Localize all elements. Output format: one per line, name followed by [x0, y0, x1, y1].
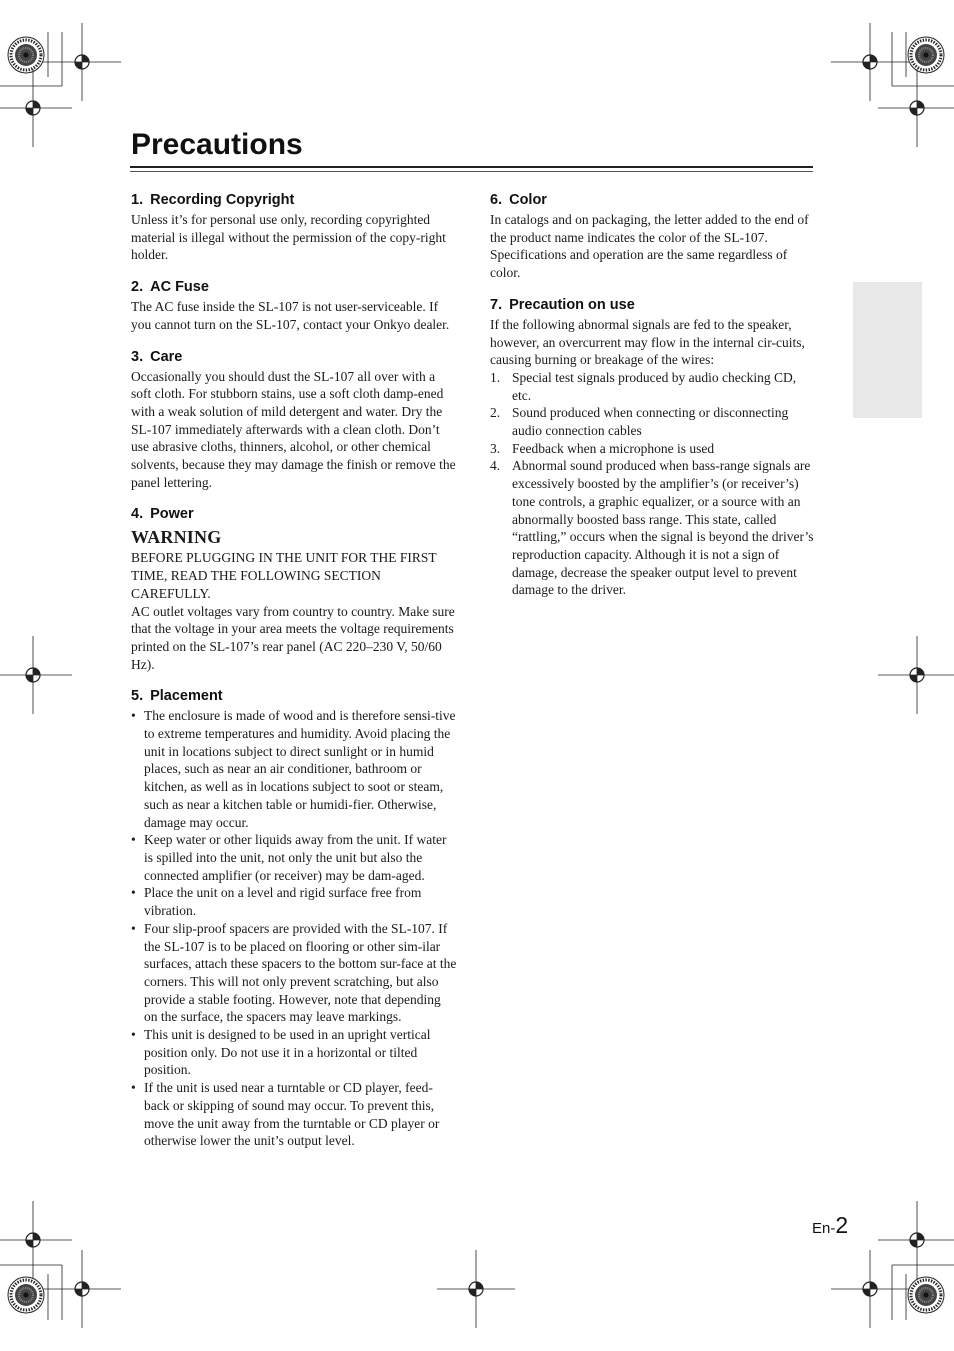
- section-recording-copyright: [131, 190, 457, 264]
- bullet-glyph: •: [131, 1080, 136, 1096]
- section-number: 7.: [490, 296, 503, 313]
- section-text: AC outlet voltages vary from country to country. Make sure that the voltage in your area meets the voltage requirements printed on the SL-107’s rear panel (AC 220–230 V, 50/60 Hz).: [131, 603, 455, 672]
- page-title: Precautions: [131, 128, 303, 161]
- page-number-prefix: En-: [812, 1220, 836, 1237]
- list-item: [490, 369, 815, 404]
- section-title: Recording Copyright: [150, 192, 295, 208]
- section-text: In catalogs and on packaging, the letter added to the end of the product name indicates the color of the SL-107. Specifications and operation are the same regardless of color.: [490, 212, 809, 281]
- list-item-number: 2.: [490, 405, 501, 421]
- section-heading: [490, 190, 815, 210]
- section-care: [131, 347, 457, 492]
- section-heading: [131, 347, 457, 367]
- section-heading: [131, 277, 457, 297]
- list-item-text: Special test signals produced by audio checking CD, etc.: [512, 369, 797, 403]
- list-item-text: Four slip-proof spacers are provided with the SL-107. If the SL-107 is to be placed on flooring or other sim-ilar surfaces, attach these spacers to the bottom sur-face at the corners. This will not only prevent scratching, but also provide a stable footing. However, note that depending on the surface, the spacers may leave markings.: [144, 920, 457, 1025]
- section-text: Occasionally you should dust the SL-107 all over with a soft cloth. For stubborn stains, use a soft cloth damp-ened with a weak solution of mild detergent and water. Dry the SL-107 immediately afterwards with a clean cloth. Don’t use abrasive cloths, thinners, alcohol, or other chemical solvents, because they may damage the finish or remove the panel lettering.: [131, 368, 456, 490]
- list-item: [131, 707, 457, 831]
- left-column: [131, 190, 457, 1163]
- title-rule: [130, 166, 813, 168]
- section-heading: [131, 190, 457, 210]
- list-item-text: If the unit is used near a turntable or CD player, feed-back or skipping of sound may occur. To prevent this, move the unit away from the turntable or CD player or otherwise lower the unit’s output level.: [144, 1080, 440, 1149]
- list-item: [131, 884, 457, 919]
- list-item-text: Abnormal sound produced when bass-range signals are excessively boosted by the amplifier’s (or receiver’s) tone controls, a graphic equalizer, or a source with an abnormally boosted bass range. This state, called “rattling,” occurs when the signal is beyond the driver’s reproduction capacity. Although it is not a sign of damage, decrease the speaker output level to prevent damage to the driver.: [512, 458, 814, 598]
- right-column: [490, 190, 815, 612]
- section-color: [490, 190, 815, 282]
- section-title: Precaution on use: [509, 296, 635, 313]
- bullet-glyph: •: [131, 708, 136, 724]
- list-item: [490, 440, 815, 458]
- bullet-glyph: •: [131, 885, 136, 901]
- section-power: [131, 504, 457, 673]
- section-title: AC Fuse: [150, 279, 209, 296]
- list-item-text: This unit is designed to be used in an upright vertical position only. Do not use it in a horizontal or tilted position.: [144, 1027, 431, 1078]
- section-title: Color: [509, 192, 547, 208]
- section-title: Care: [150, 348, 183, 365]
- page-number-value: 2: [835, 1212, 849, 1238]
- section-tab-marker: [853, 282, 922, 418]
- section-ac-fuse: [131, 277, 457, 333]
- section-title: Placement: [150, 688, 223, 705]
- list-item: [490, 457, 815, 599]
- placement-list: [131, 707, 457, 1150]
- section-heading: [131, 686, 457, 706]
- section-heading: [490, 295, 815, 315]
- section-precaution-on-use: [490, 295, 815, 599]
- bullet-glyph: •: [131, 920, 136, 936]
- section-heading: [131, 504, 457, 524]
- list-item-text: Sound produced when connecting or disconnecting audio connection cables: [512, 405, 789, 439]
- bullet-glyph: •: [131, 832, 136, 848]
- section-number: 2.: [131, 279, 144, 296]
- section-number: 6.: [490, 192, 503, 208]
- list-item: [131, 1026, 457, 1079]
- warning-label: WARNING: [131, 527, 222, 548]
- list-item-text: Keep water or other liquids away from the unit. If water is spilled into the unit, not only the unit but also the connected amplifier (or receiver) may be dam-aged.: [144, 832, 447, 883]
- section-text: Unless it’s for personal use only, recording copyrighted material is illegal without the permission of the copy-right holder.: [131, 212, 446, 263]
- section-placement: [131, 686, 457, 1150]
- list-item: [131, 1079, 457, 1150]
- bullet-glyph: •: [131, 1027, 136, 1043]
- section-number: 1.: [131, 192, 144, 208]
- list-item: [490, 404, 815, 439]
- list-item-number: 1.: [490, 369, 501, 385]
- list-item-number: 4.: [490, 458, 501, 474]
- warning-text: BEFORE PLUGGING IN THE UNIT FOR THE FIRST TIME, READ THE FOLLOWING SECTION CAREFULLY.: [131, 550, 437, 601]
- section-number: 3.: [131, 348, 144, 365]
- section-text: The AC fuse inside the SL-107 is not user-serviceable. If you cannot turn on the SL-107, contact your Onkyo dealer.: [131, 299, 450, 332]
- list-item: [131, 831, 457, 884]
- list-item-text: Place the unit on a level and rigid surface free from vibration.: [144, 885, 422, 919]
- section-title: Power: [150, 506, 194, 523]
- abnormal-signals-list: [490, 369, 815, 599]
- title-rule-thin: [130, 171, 813, 172]
- list-item-text: The enclosure is made of wood and is therefore sensi-tive to extreme temperatures and humidity. Avoid placing the unit in locations subject to direct sunlight or in humid places, such as near an air conditioner, bathroom or kitchen, as well as in locations subject to soot or steam, such as near a kitchen table or humidi-fier. Otherwise, damage may occur.: [144, 708, 456, 830]
- section-number: 4.: [131, 506, 144, 523]
- list-item-text: Feedback when a microphone is used: [512, 440, 715, 456]
- page-number: [812, 1212, 848, 1239]
- section-text: If the following abnormal signals are fed to the speaker, however, an overcurrent may flow in the internal cir-cuits, causing burning or breakage of the wires:: [490, 316, 805, 368]
- section-number: 5.: [131, 688, 144, 705]
- list-item-number: 3.: [490, 440, 501, 456]
- list-item: [131, 920, 457, 1026]
